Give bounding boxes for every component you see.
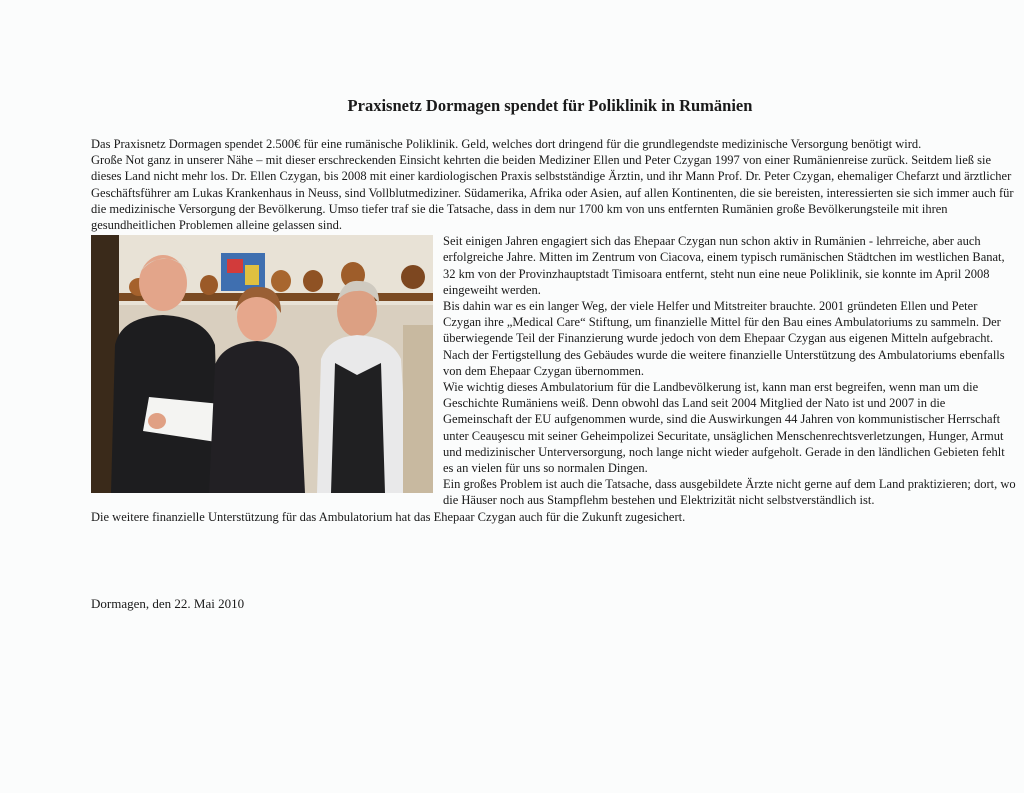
paragraph-completion: Nach der Fertigstellung des Gebäudes wurde die weitere finanzielle Unterstützung des Ambulatoriums ebenfalls von dem Ehepaar Czygan übernommen. [443,347,1005,378]
paragraph-intro: Das Praxisnetz Dormagen spendet 2.500€ für eine rumänische Poliklinik. Geld, welches dort dringend für die grundlegendste medizinische Versorgung benötigt wird. [91,137,922,151]
paragraph-background: Große Not ganz in unserer Nähe – mit dieser erschreckenden Einsicht kehrten die beiden Mediziner Ellen und Peter Czygan 1997 von einer Rumänienreise zurück. Seitdem ließ sie dieses Land nicht mehr los. Dr. Ellen Czygan, bis 2008 mit einer kardiologischen Praxis selbstständige Ärztin, und ihr Mann Prof. Dr. Peter Czygan, ehemaliger Chefarzt und ärztlicher Geschäftsführer am Lukas Krankenhaus in Neuss, sind Vollblutmediziner. Südamerika, Afrika oder Asien, auf allen Kontinenten, die sie bereisten, interessierten sie sich immer auch für die medizinische Versorgung der Bevölkerung. Umso tiefer traf sie die Tatsache, dass in dem nur 1700 km von uns entfernten Rumänien große Bevölkerungsteile mit ihren gesundheitlichen Problemen alleine gelassen sind. [91,153,1014,233]
article-body [91,136,1016,525]
document-title: Praxisnetz Dormagen spendet für Poliklinik in Rumänien [347,96,753,115]
paragraph-engagement: Seit einigen Jahren engagiert sich das Ehepaar Czygan nun schon aktiv in Rumänien - lehrreiche, aber auch erfolgreiche Jahre. Mitten im Zentrum von Ciacova, einem typisch rumänischen Städtchen im westlichen Banat, 32 km von der Provinzhauptstadt Timisoara entfernt, steht nun eine neue Poliklinik, sie konnte im April 2008 eingeweiht werden. [443,234,1005,297]
article-photo [91,235,433,493]
paragraph-problem: Ein großes Problem ist auch die Tatsache, dass ausgebildete Ärzte nicht gerne auf dem Land praktizieren; dort, wo die Häuser noch aus Stampflehm bestehen und Elektrizität nicht selbstverständlich ist. [443,477,1016,508]
paragraph-foundation: Bis dahin war es ein langer Weg, der viele Helfer und Mitstreiter brauchte. 2001 gründeten Ellen und Peter Czygan ihre „Medical Care“ Stiftung, um finanzielle Mittel für den Bau eines Ambulatoriums zu sammeln. Der überwiegende Teil der Finanzierung wurde jedoch von dem Ehepaar Czygan aus eigenen Mitteln aufgebracht. [443,299,1001,346]
paragraph-history: Wie wichtig dieses Ambulatorium für die Landbevölkerung ist, kann man erst begreifen, wenn man um die Geschichte Rumäniens weiß. Denn obwohl das Land seit 2004 Mitglied der Nato ist und 2007 in die Gemeinschaft der EU aufgenommen wurde, sind die Auswirkungen 44 Jahren von kommunistischer Herrschaft unter Ceauşescu mit seiner Geheimpolizei Securitate, unsäglichen Menschenrechtsverletzungen, Hunger, Armut und medizinischer Unterversorgung, noch lange nicht wieder aufgeholt. Gerade in den ländlichen Gebieten fehlt es an vielen für uns so normalen Dingen. [443,380,1005,476]
dateline: Dormagen, den 22. Mai 2010 [91,596,245,611]
paragraph-future: Die weitere finanzielle Unterstützung für das Ambulatorium hat das Ehepaar Czygan auch für die Zukunft zugesichert. [91,509,686,524]
